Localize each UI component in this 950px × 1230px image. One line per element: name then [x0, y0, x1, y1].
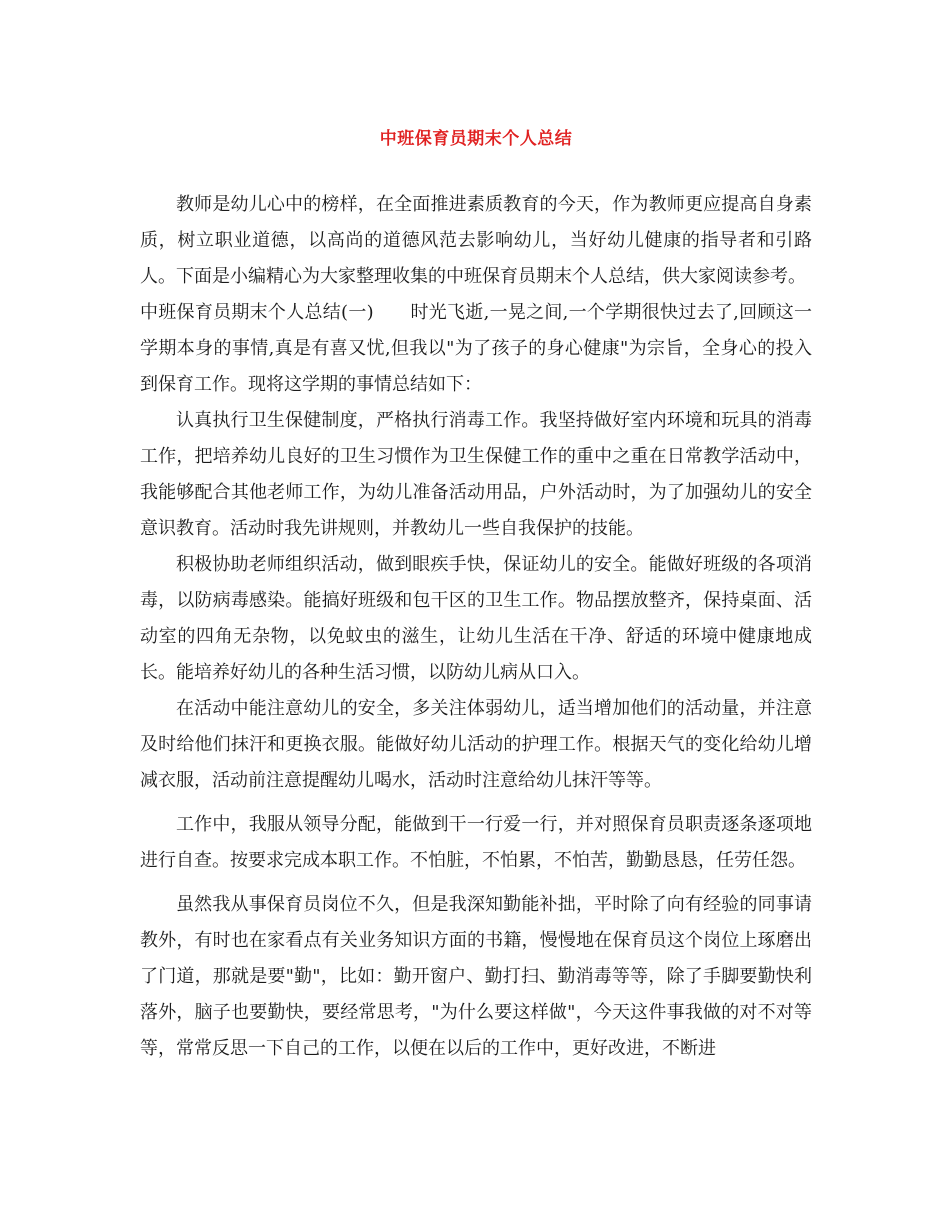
paragraph-assist-teacher: 积极协助老师组织活动，做到眼疾手快，保证幼儿的安全。能做好班级的各项消毒，以防病毒感染。能搞好班级和包干区的卫生工作。物品摆放整齐，保持桌面、活动室的四角无杂物，以免蚊虫的滋生，让幼儿生活在干净、舒适的环境中健康地成长。能培养好幼儿的各种生活习惯，以防幼儿病从口入。: [140, 554, 812, 683]
paragraph-hygiene: 认真执行卫生保健制度，严格执行消毒工作。我坚持做好室内环境和玩具的消毒工作，把培养幼儿良好的卫生习惯作为卫生保健工作的重中之重在日常教学活动中，我能够配合其他老师工作，为幼儿准备活动用品，户外活动时，为了加强幼儿的安全意识教育。活动时我先讲规则，并教幼儿一些自我保护的技能。: [140, 410, 812, 539]
paragraph-activity-safety: 在活动中能注意幼儿的安全，多关注体弱幼儿，适当增加他们的活动量，并注意及时给他们抹汗和更换衣服。能做好幼儿活动的护理工作。根据天气的变化给幼儿增减衣服，活动前注意提醒幼儿喝水，活动时注意给幼儿抹汗等等。: [140, 698, 812, 791]
paragraph-diligence: 虽然我从事保育员岗位不久，但是我深知勤能补拙，平时除了向有经验的同事请教外，有时也在家看点有关业务知识方面的书籍，慢慢地在保育员这个岗位上琢磨出了门道，那就是要"勤"，比如：勤开窗户、勤打扫、勤消毒等等，除了手脚要勤快利落外，脑子也要勤快，要经常思考，"为什么要这样做"，今天这件事我做的对不对等等，常常反思一下自己的工作，以便在以后的工作中，更好改进，不断进: [140, 894, 812, 1059]
paragraph-section-one: 中班保育员期末个人总结(一) 时光飞逝,一晃之间,一个学期很快过去了,回顾这一学期本身的事情,真是有喜又忧,但我以"为了孩子的身心健康"为宗旨，全身心的投入到保育工作。现将这学期的事情总结如下：: [140, 302, 812, 395]
document-title: 中班保育员期末个人总结: [379, 129, 573, 149]
paragraph-intro: 教师是幼儿心中的榜样，在全面推进素质教育的今天，作为教师更应提高自身素质，树立职业道德，以高尚的道德风范去影响幼儿，当好幼儿健康的指导者和引路人。下面是小编精心为大家整理收集的中班保育员期末个人总结，供大家阅读参考。: [140, 194, 812, 287]
paragraph-work-attitude: 工作中，我服从领导分配，能做到干一行爱一行，并对照保育员职责逐条逐项地进行自查。按要求完成本职工作。不怕脏，不怕累，不怕苦，勤勤恳恳，任劳任怨。: [140, 814, 812, 871]
document-body: [140, 187, 812, 1067]
